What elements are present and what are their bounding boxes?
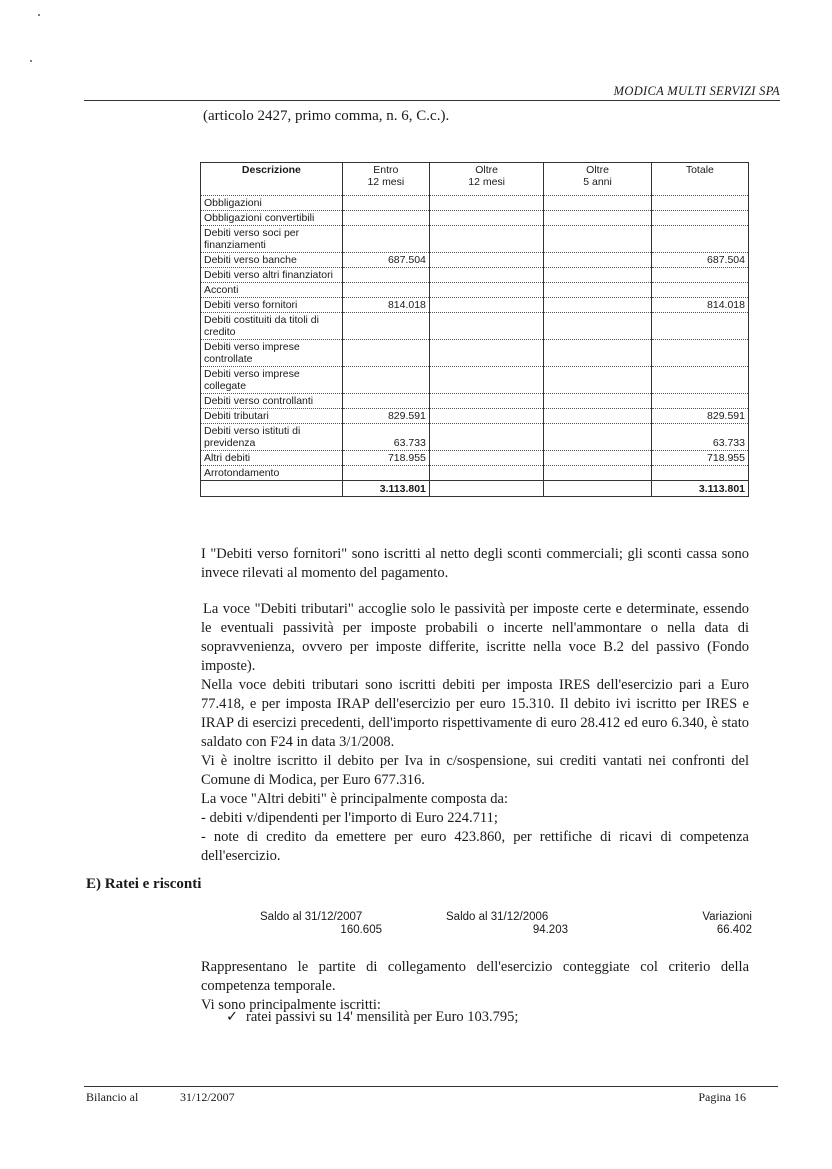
table-row xyxy=(201,196,749,211)
cell-entro xyxy=(342,268,429,283)
scan-speck xyxy=(30,60,32,62)
cell-desc: Debiti verso imprese controllate xyxy=(201,340,343,367)
debt-table xyxy=(200,162,749,497)
cell-oltre5 xyxy=(544,451,651,466)
ratei-description: Rappresentano le partite di collegamento dell'esercizio conteggiate col criterio della competenza temporale. xyxy=(201,959,749,994)
cell-oltre5 xyxy=(544,211,651,226)
cell-desc: Debiti verso banche xyxy=(201,253,343,268)
cell-totale xyxy=(651,466,748,481)
cell-desc: Altri debiti xyxy=(201,451,343,466)
cell-entro xyxy=(342,211,429,226)
ratei-intro: Vi sono principalmente iscritti: xyxy=(201,997,381,1013)
tributari-text-1: La voce "Debiti tributari" accoglie solo le passività per imposte certe e determinate, essendo le eventuali passività per imposte probabili o incerte nell'ammontare o nella data di sopravvenienza, ovvero per imposte differite, iscritte nella voce B.2 del passivo (Fondo imposte). xyxy=(201,601,749,674)
cell-oltre5 xyxy=(544,196,651,211)
cell-oltre12 xyxy=(429,424,543,451)
cell-oltre12 xyxy=(429,196,543,211)
checkmark-icon: ✓ xyxy=(226,1009,239,1025)
table-row xyxy=(201,424,749,451)
table-row xyxy=(201,394,749,409)
saldo-2007-value: 160.605 xyxy=(340,924,382,936)
cell-entro xyxy=(342,196,429,211)
cell-totale xyxy=(651,313,748,340)
footer-date: 31/12/2007 xyxy=(180,1090,235,1104)
cell-entro: 63.733 xyxy=(342,424,429,451)
cell-oltre5 xyxy=(544,298,651,313)
col-header-totale: Totale xyxy=(651,163,748,196)
section-title-ratei: E) Ratei e risconti xyxy=(86,876,202,892)
article-reference: (articolo 2427, primo comma, n. 6, C.c.). xyxy=(203,108,450,124)
table-row xyxy=(201,466,749,481)
cell-desc: Obbligazioni convertibili xyxy=(201,211,343,226)
saldo-2006-value: 94.203 xyxy=(532,924,568,936)
table-row xyxy=(201,298,749,313)
header-company: MODICA MULTI SERVIZI SPA xyxy=(613,84,780,98)
cell-oltre5 xyxy=(544,367,651,394)
cell-totale: 3.113.801 xyxy=(651,481,748,497)
cell-totale xyxy=(651,196,748,211)
tributari-text-2: Nella voce debiti tributari sono iscritti debiti per imposta IRES dell'esercizio pari a Euro 77.418, e per imposta IRAP dell'esercizio per euro 15.310. Il debito ivi iscritto per IRES e IRAP di esercizi precedenti, dell'importo rispettivamente di euro 28.412 ed euro 6.340, è stato saldato con F24 in data 3/1/2008. xyxy=(201,677,749,750)
cell-oltre5 xyxy=(544,481,651,497)
cell-oltre5 xyxy=(544,466,651,481)
cell-totale xyxy=(651,367,748,394)
cell-oltre12 xyxy=(429,481,543,497)
cell-oltre12 xyxy=(429,268,543,283)
table-row xyxy=(201,367,749,394)
cell-desc xyxy=(201,481,343,497)
cell-oltre12 xyxy=(429,226,543,253)
saldo-2006-label: Saldo al 31/12/2006 xyxy=(446,911,549,923)
cell-totale: 718.955 xyxy=(651,451,748,466)
cell-oltre12 xyxy=(429,466,543,481)
paragraph-fornitori xyxy=(201,545,749,583)
cell-oltre5 xyxy=(544,340,651,367)
cell-oltre12 xyxy=(429,367,543,394)
table-row xyxy=(201,451,749,466)
cell-entro: 814.018 xyxy=(342,298,429,313)
cell-totale: 63.733 xyxy=(651,424,748,451)
cell-entro: 829.591 xyxy=(342,409,429,424)
cell-totale xyxy=(651,283,748,298)
cell-totale xyxy=(651,340,748,367)
saldo-2007-label: Saldo al 31/12/2007 xyxy=(260,911,363,923)
cell-entro xyxy=(342,283,429,298)
cell-totale xyxy=(651,268,748,283)
cell-oltre12 xyxy=(429,298,543,313)
table-row xyxy=(201,226,749,253)
cell-desc: Arrotondamento xyxy=(201,466,343,481)
cell-desc: Debiti costituiti da titoli di credito xyxy=(201,313,343,340)
cell-oltre5 xyxy=(544,313,651,340)
altri-debiti-item-1: - debiti v/dipendenti per l'importo di Euro 224.711; xyxy=(201,810,498,826)
variazioni-value: 66.402 xyxy=(716,924,752,936)
cell-oltre12 xyxy=(429,283,543,298)
footer-page-number: Pagina 16 xyxy=(698,1090,746,1104)
cell-entro: 718.955 xyxy=(342,451,429,466)
cell-desc: Debiti verso controllanti xyxy=(201,394,343,409)
altri-debiti-intro: La voce "Altri debiti" è principalmente composta da: xyxy=(201,791,508,807)
col-header-descrizione: Descrizione xyxy=(201,163,343,196)
cell-oltre12 xyxy=(429,409,543,424)
ratei-list-item xyxy=(226,1009,518,1026)
variazioni xyxy=(680,911,752,937)
cell-desc: Debiti verso fornitori xyxy=(201,298,343,313)
cell-entro xyxy=(342,340,429,367)
fornitori-text: I "Debiti verso fornitori" sono iscritti al netto degli sconti commerciali; gli sconti cassa sono invece rilevati al momento del pagamento. xyxy=(201,546,749,581)
cell-desc: Obbligazioni xyxy=(201,196,343,211)
cell-entro: 3.113.801 xyxy=(342,481,429,497)
cell-oltre5 xyxy=(544,253,651,268)
ratei-item-text: ratei passivi su 14' mensilità per Euro 103.795; xyxy=(246,1009,519,1025)
table-row xyxy=(201,340,749,367)
table-total-row xyxy=(201,481,749,497)
cell-totale xyxy=(651,226,748,253)
cell-entro xyxy=(342,466,429,481)
cell-oltre12 xyxy=(429,394,543,409)
saldo-2006 xyxy=(446,911,568,937)
table-row xyxy=(201,268,749,283)
paragraph-ratei xyxy=(201,958,749,1015)
cell-totale: 829.591 xyxy=(651,409,748,424)
cell-totale xyxy=(651,211,748,226)
cell-desc: Acconti xyxy=(201,283,343,298)
cell-oltre5 xyxy=(544,394,651,409)
cell-desc: Debiti verso altri finanziatori xyxy=(201,268,343,283)
cell-entro xyxy=(342,367,429,394)
col-header-oltre12: Oltre 12 mesi xyxy=(429,163,543,196)
cell-entro xyxy=(342,394,429,409)
cell-desc: Debiti verso istituti di previdenza xyxy=(201,424,343,451)
cell-desc: Debiti verso imprese collegate xyxy=(201,367,343,394)
header-divider xyxy=(84,100,780,101)
cell-entro xyxy=(342,313,429,340)
cell-entro xyxy=(342,226,429,253)
cell-oltre5 xyxy=(544,268,651,283)
saldo-2007 xyxy=(260,911,382,937)
scan-speck xyxy=(38,14,40,16)
cell-oltre12 xyxy=(429,253,543,268)
table-row xyxy=(201,253,749,268)
cell-desc: Debiti verso soci per finanziamenti xyxy=(201,226,343,253)
cell-entro: 687.504 xyxy=(342,253,429,268)
cell-oltre12 xyxy=(429,451,543,466)
tributari-text-3: Vi è inoltre iscritto il debito per Iva in c/sospensione, sui crediti vantati nei confronti del Comune di Modica, per Euro 677.316. xyxy=(201,753,749,788)
cell-totale xyxy=(651,394,748,409)
paragraph-tributari xyxy=(201,600,749,866)
table-row xyxy=(201,409,749,424)
cell-totale: 687.504 xyxy=(651,253,748,268)
cell-oltre12 xyxy=(429,211,543,226)
col-header-entro: Entro 12 mesi xyxy=(342,163,429,196)
cell-desc: Debiti tributari xyxy=(201,409,343,424)
table-row xyxy=(201,313,749,340)
table-row xyxy=(201,283,749,298)
table-header-row xyxy=(201,163,749,196)
col-header-oltre5: Oltre 5 anni xyxy=(544,163,651,196)
cell-oltre12 xyxy=(429,313,543,340)
cell-oltre5 xyxy=(544,283,651,298)
footer-divider xyxy=(84,1086,778,1087)
footer-label: Bilancio al xyxy=(86,1090,139,1104)
cell-oltre12 xyxy=(429,340,543,367)
cell-oltre5 xyxy=(544,226,651,253)
altri-debiti-item-2: - note di credito da emettere per euro 423.860, per rettifiche di ricavi di competenza dell'esercizio. xyxy=(201,829,749,864)
cell-totale: 814.018 xyxy=(651,298,748,313)
table-row xyxy=(201,211,749,226)
variazioni-label: Variazioni xyxy=(702,911,752,923)
cell-oltre5 xyxy=(544,424,651,451)
cell-oltre5 xyxy=(544,409,651,424)
